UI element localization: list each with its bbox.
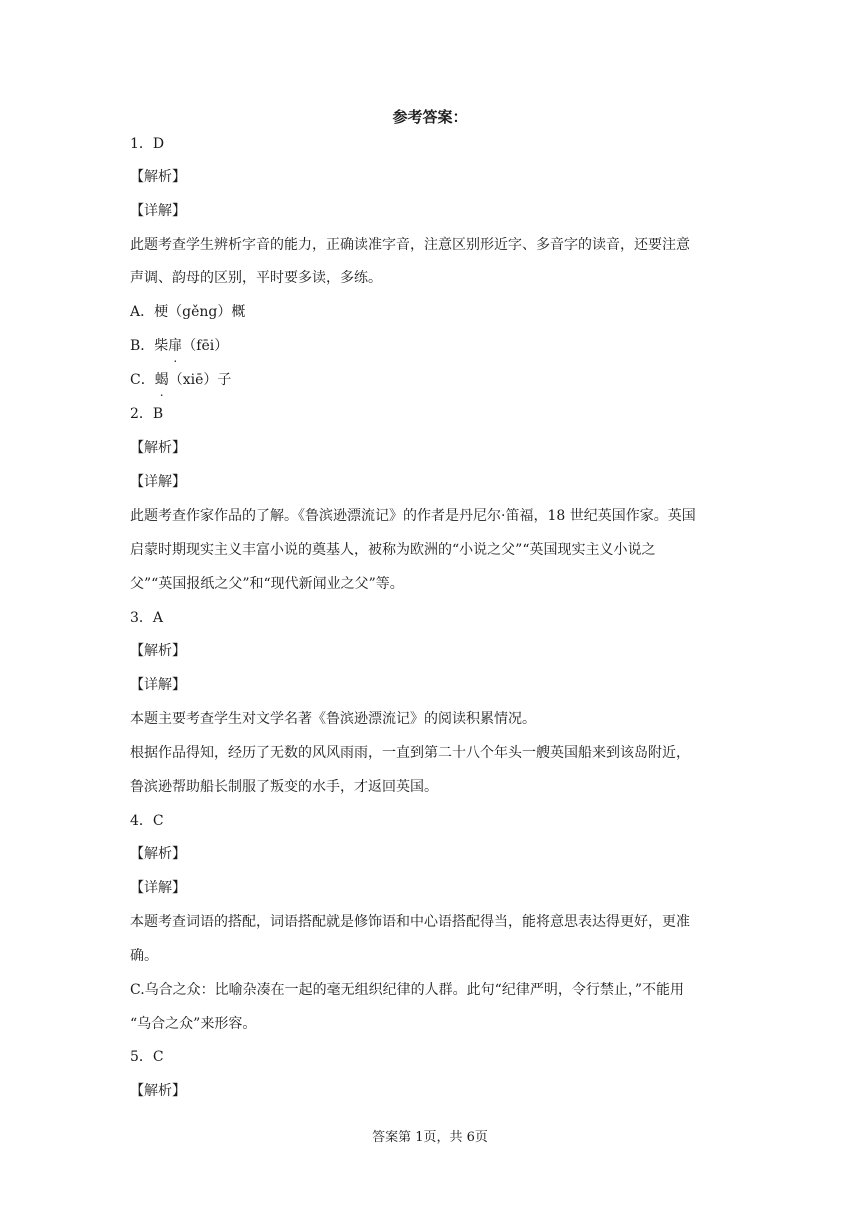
option-line: A．梗（gěng）概 — [130, 304, 246, 320]
emphasized-char: 蝎 — [154, 372, 169, 388]
option-suffix: （xiē）子 — [168, 372, 232, 388]
detail-label: 【详解】 — [130, 474, 186, 490]
paragraph-line: 声调、韵母的区别，平时要多读，多练。 — [130, 270, 382, 286]
option-prefix: C． — [130, 372, 155, 388]
emphasized-char: 扉 — [168, 338, 183, 354]
paragraph-line: 父”“英国报纸之父”和“现代新闻业之父”等。 — [130, 576, 404, 592]
paragraph-line: 启蒙时期现实主义丰富小说的奠基人，被称为欧洲的“小说之父”“英国现实主义小说之 — [130, 542, 656, 558]
paragraph-line: 本题主要考查学生对文学名著《鲁滨逊漂流记》的阅读积累情况。 — [130, 711, 536, 727]
answer-number: 5．C — [130, 1049, 164, 1065]
page-title: 参考答案： — [392, 108, 468, 126]
analysis-label: 【解析】 — [130, 169, 186, 185]
option-prefix: B．柴 — [130, 338, 169, 354]
option-line — [130, 336, 745, 356]
detail-label: 【详解】 — [130, 677, 186, 693]
answer-number: 2．B — [130, 406, 164, 422]
answer-number: 1．D — [130, 136, 165, 152]
paragraph-line: 此题考查学生辨析字音的能力，正确读准字音，注意区别形近字、多音字的读音，还要注意 — [130, 237, 690, 253]
analysis-label: 【解析】 — [130, 440, 186, 456]
analysis-label: 【解析】 — [130, 846, 186, 862]
paragraph-line: C.乌合之众：比喻杂凑在一起的毫无组织纪律的人群。此句“纪律严明，令行禁止，”不能用 — [130, 982, 684, 998]
paragraph-line: 此题考查作家作品的了解。《鲁滨逊漂流记》的作者是丹尼尔·笛福，18 世纪英国作家。英国 — [130, 508, 696, 524]
option-suffix: （fēi） — [182, 338, 229, 354]
answer-number: 3．A — [130, 610, 164, 626]
option-line — [130, 370, 745, 390]
paragraph-line: 根据作品得知，经历了无数的风风雨雨，一直到第二十八个年头一艘英国船来到该岛附近， — [130, 745, 690, 761]
detail-label: 【详解】 — [130, 880, 186, 896]
page-footer: 答案第 1页，共 6页 — [372, 1130, 488, 1145]
analysis-label: 【解析】 — [130, 643, 186, 659]
paragraph-line: 确。 — [130, 948, 158, 964]
paragraph-line: 鲁滨逊帮助船长制服了叛变的水手，才返回英国。 — [130, 779, 438, 795]
analysis-label: 【解析】 — [130, 1083, 186, 1099]
answer-number: 4．C — [130, 813, 164, 829]
paragraph-line: 本题考查词语的搭配，词语搭配就是修饰语和中心语搭配得当，能将意思表达得更好，更准 — [130, 914, 690, 930]
paragraph-line: “乌合之众”来形容。 — [130, 1016, 257, 1032]
detail-label: 【详解】 — [130, 203, 186, 219]
